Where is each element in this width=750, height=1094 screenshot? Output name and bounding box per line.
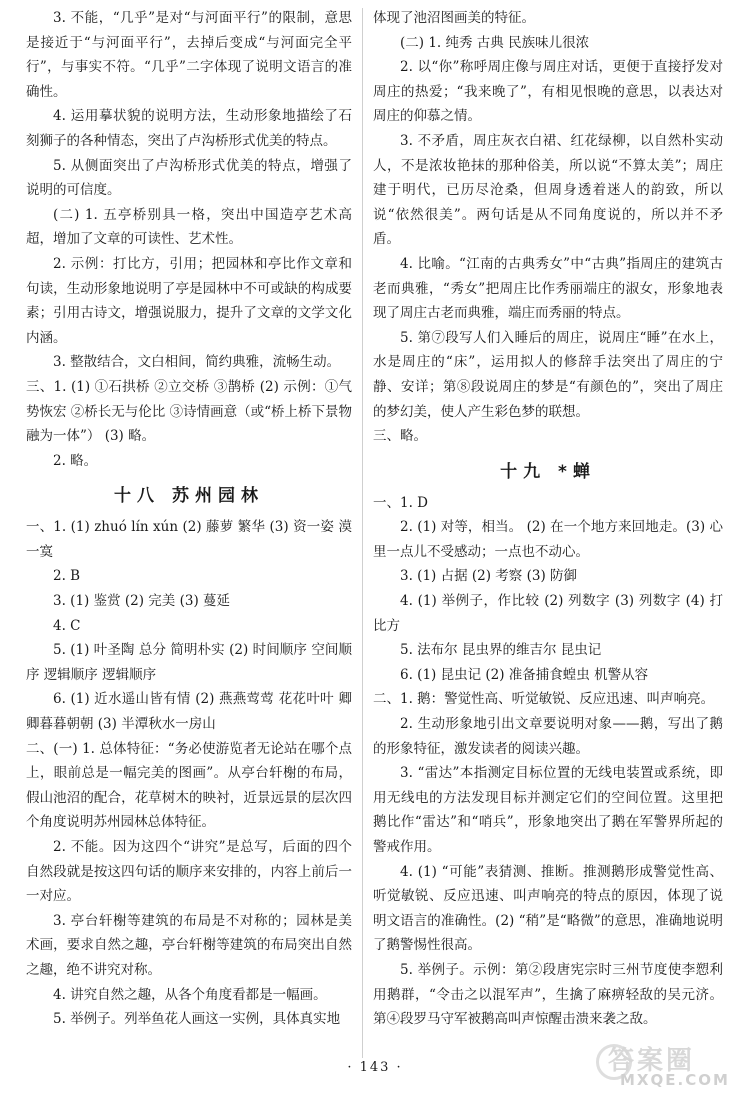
column-divider	[362, 8, 363, 1058]
answer-paragraph: (二) 1. 纯秀 古典 民族味儿很浓	[400, 34, 590, 51]
answer-paragraph: 二、(一) 1. 总体特征：“务必使游览者无论站在哪个点上，眼前总是一幅完美的图画”。从亭台轩榭的布局，假山池沼的配合，花草树木的映衬，近景远景的层次四个角度说明苏州园林总体特征。	[26, 740, 352, 831]
answer-paragraph: 4. 运用摹状貌的说明方法，生动形象地描绘了石刻狮子的各种情态，突出了卢沟桥形式优美的特点。	[26, 108, 352, 149]
answer-paragraph: 5. 第⑦段写人们入睡后的周庄，说周庄“睡”在水上，水是周庄的“床”，运用拟人的修辞手法突出了周庄的宁静、安详；第⑧段说周庄的梦是“有颜色的”，突出了周庄的梦幻美，使人产生彩色梦的联想。	[373, 329, 723, 420]
answer-paragraph: 三、1. (1) ①石拱桥 ②立交桥 ③鹊桥 (2) 示例：①气势恢宏 ②桥长无与伦比 ③诗情画意（或“桥上桥下景物融为一体”） (3) 略。	[26, 378, 352, 445]
answer-paragraph: 4. 比喻。“江南的古典秀女”中“古典”指周庄的建筑古老而典雅，“秀女”把周庄比作秀丽端庄的淑女，形象地表现了周庄古老而典雅，端庄而秀丽的特点。	[373, 255, 723, 322]
answer-paragraph: 3. (1) 占据 (2) 考察 (3) 防御	[400, 568, 577, 585]
answer-paragraph: 5. 举例子。列举鱼花人画这一实例，具体真实地	[53, 1011, 341, 1028]
answer-paragraph: 三、略。	[373, 428, 427, 445]
answer-paragraph: 2. 生动形象地引出文章要说明对象——鹅，写出了鹅的形象特征，激发读者的阅读兴趣。	[373, 716, 723, 757]
answer-paragraph: 2. (1) 对等，相当。 (2) 在一个地方来回地走。(3) 心里一点儿不受感动；一点也不动心。	[373, 519, 723, 560]
answer-paragraph: 4. (1) “可能”表猜测、推断。推测鹅形成警觉性高、听觉敏锐、反应迅速、叫声响亮的特点的原因，体现了说明文语言的准确性。(2) “稍”是“略微”的意思，准确地说明了鹅警惕性很高。	[373, 863, 723, 954]
answer-paragraph: 一、1. D	[373, 494, 428, 511]
answer-paragraph: 3. 亭台轩榭等建筑的布局是不对称的；园林是美术画，要求自然之趣，亭台轩榭等建筑的布局突出自然之趣，绝不讲究对称。	[26, 912, 352, 978]
answer-paragraph: 3. 不能，“几乎”是对“与河面平行”的限制，意思是接近于“与河面平行”，去掉后变成“与河面完全平行”，与事实不符。“几乎”二字体现了说明文语言的准确性。	[26, 10, 352, 100]
answer-paragraph: 5. 法布尔 昆虫界的维吉尔 昆虫记	[400, 642, 602, 659]
watermark-site: MXQE.COM	[620, 1071, 730, 1089]
answer-paragraph: 3. “雷达”本指测定目标位置的无线电装置或系统，即用无线电的方法发现目标并测定它们的空间位置。这里把鹅比作“雷达”和“哨兵”，形象地突出了鹅在军警界所起的警戒作用。	[373, 765, 723, 855]
answer-paragraph: (二) 1. 五亭桥别具一格，突出中国造亭艺术高超，增加了文章的可读性、艺术性。	[26, 206, 352, 248]
answer-paragraph: 4. (1) 举例子，作比较 (2) 列数字 (3) 列数字 (4) 打比方	[373, 593, 723, 634]
answer-paragraph: 2. 示例：打比方，引用；把园林和亭比作文章和句读，生动形象地说明了亭是园林中不可或缺的构成要素；引用古诗文，增强说服力，提升了文章的文学文化内涵。	[26, 255, 352, 346]
answer-paragraph: 5. (1) 叶圣陶 总分 简明朴实 (2) 时间顺序 空间顺序 逻辑顺序 逻辑顺序	[26, 642, 352, 683]
watermark-logo	[594, 1040, 744, 1092]
left-column	[26, 6, 352, 1032]
answer-paragraph: 4. C	[53, 617, 81, 634]
answer-paragraph: 4. 讲究自然之趣，从各个角度看都是一幅画。	[53, 986, 327, 1003]
answer-paragraph: 二、1. 鹅：警觉性高、听觉敏锐、反应迅速、叫声响亮。	[373, 691, 715, 708]
right-column	[373, 6, 723, 1032]
answer-paragraph: 2. 略。	[53, 452, 98, 469]
answer-paragraph: 2. 以“你”称呼周庄像与周庄对话，更便于直接抒发对周庄的热爱；“我来晚了”，有相见恨晚的意思，以表达对周庄的仰慕之情。	[373, 59, 723, 125]
answer-paragraph: 6. (1) 昆虫记 (2) 准备捕食蝗虫 机警从容	[400, 666, 649, 683]
page-number: · 143 ·	[347, 1060, 403, 1075]
section-heading: 十九 *蝉	[500, 461, 596, 482]
answer-paragraph: 体现了池沼图画美的特征。	[373, 10, 535, 26]
answer-paragraph: 5. 举例子。示例：第②段唐宪宗时三州节度使李愬利用鹅群，“令击之以混军声”，生擒了麻痹轻敌的吴元济。第④段罗马守军被鹅高叫声惊醒击溃来袭之敌。	[373, 961, 723, 1028]
answer-paragraph: 2. 不能。因为这四个“讲究”是总写，后面的四个自然段就是按这四句话的顺序来安排的，内容上前后一一对应。	[26, 839, 352, 905]
answer-paragraph: 5. 从侧面突出了卢沟桥形式优美的特点，增强了说明的可信度。	[26, 157, 352, 199]
answer-paragraph: 一、1. (1) zhuó lín xún (2) 藤萝 繁华 (3) 资一姿 漠一寞	[26, 519, 352, 560]
watermark-brand: 答案圈	[608, 1046, 696, 1076]
answer-paragraph: 3. 整散结合，文白相间，简约典雅，流畅生动。	[53, 354, 341, 371]
section-heading: 十八 苏州园林	[114, 486, 264, 507]
answer-paragraph: 3. (1) 鉴赏 (2) 完美 (3) 蔓延	[53, 593, 230, 610]
answer-paragraph: 6. (1) 近水遥山皆有情 (2) 燕燕莺莺 花花叶叶 卿卿暮暮朝朝 (3) 半潭秋水一房山	[26, 691, 352, 733]
answer-paragraph: 2. B	[53, 568, 81, 585]
answer-paragraph: 3. 不矛盾，周庄灰衣白裙、红花绿柳，以自然朴实动人，不是浓妆艳抹的那种俗美，所以说“不算太美”；周庄建于明代，已历尽沧桑，但周身透着迷人的韵致，所以说“依然很美”。两句话是从不同角度说的，所以并不矛盾。	[373, 132, 723, 248]
